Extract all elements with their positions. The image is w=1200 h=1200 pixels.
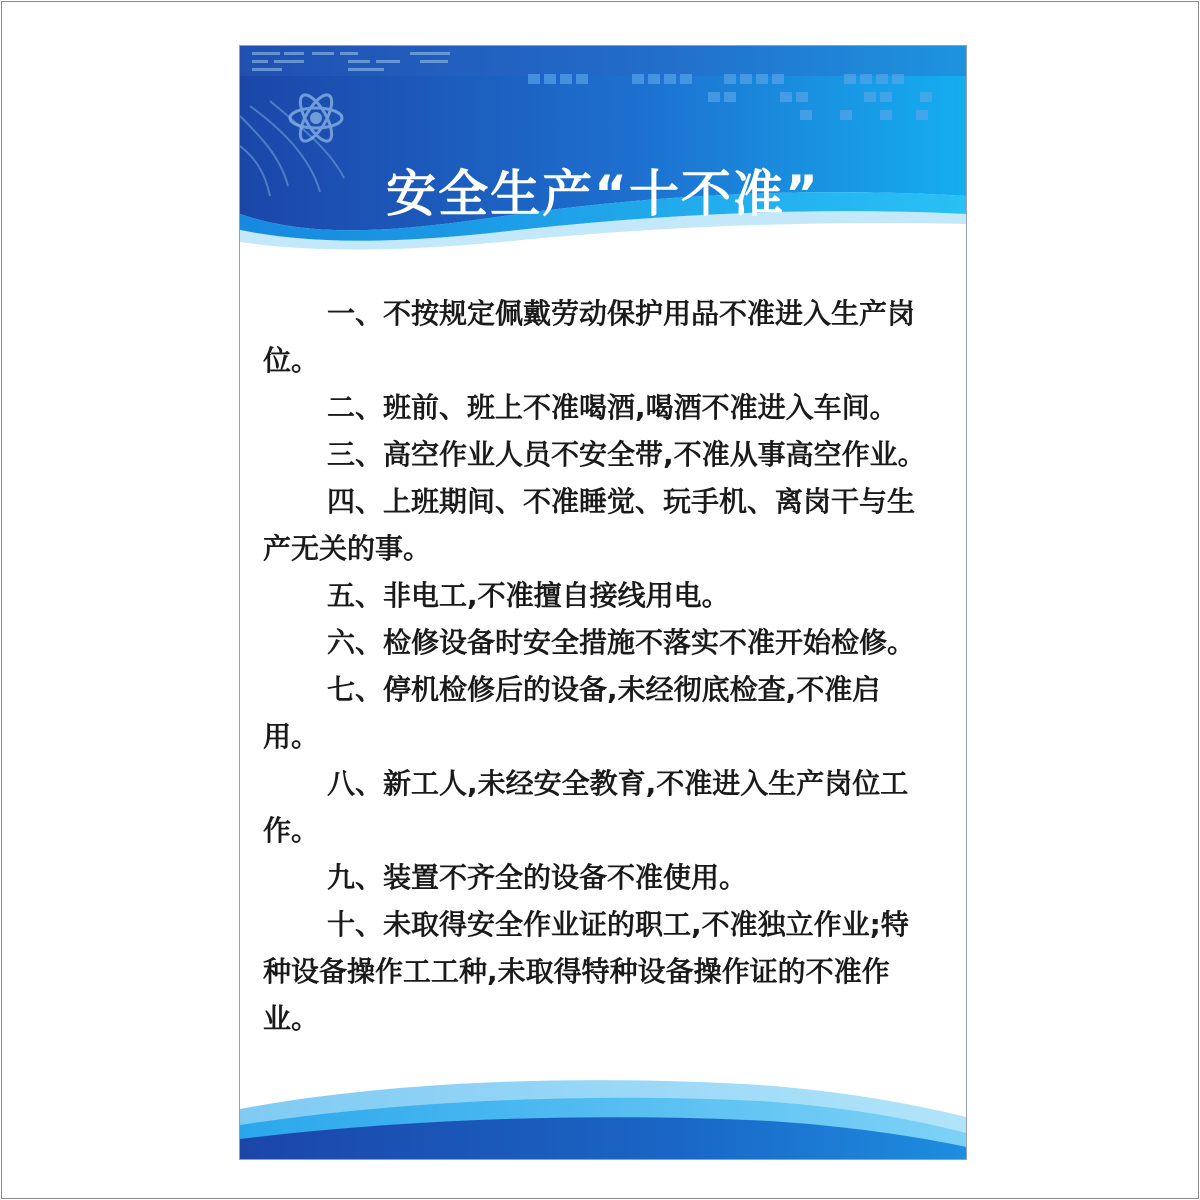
footer-wave [240,1069,966,1159]
rule-item: 三、高空作业人员不安全带,不准从事高空作业。 [327,438,926,471]
atom-logo-icon [286,88,346,148]
rule-item: 四、上班期间、不准睡觉、玩手机、离岗干与生产无关的事。 [263,485,916,565]
rule-item: 七、停机检修后的设备,未经彻底检查,不准启用。 [263,673,881,753]
rule-item: 五、非电工,不准擅自接线用电。 [327,579,730,612]
rule-item: 十、未取得安全作业证的职工,不准独立作业;特种设备操作工工种,未取得特种设备操作证的不准作业。 [263,908,909,1035]
rule-item: 一、不按规定佩戴劳动保护用品不准进入生产岗位。 [263,297,916,377]
rule-item: 九、装置不齐全的设备不准使用。 [327,861,748,894]
image-frame [1,1,1199,1199]
rule-item: 二、班前、班上不准喝酒,喝酒不准进入车间。 [327,391,898,424]
rule-item: 八、新工人,未经安全教育,不准进入生产岗位工作。 [263,767,909,847]
rule-item: 六、检修设备时安全措施不落实不准开始检修。 [327,626,916,659]
rules-list [263,290,935,1042]
poster-title: 安全生产“十不准” [386,165,820,223]
safety-poster [239,45,967,1160]
